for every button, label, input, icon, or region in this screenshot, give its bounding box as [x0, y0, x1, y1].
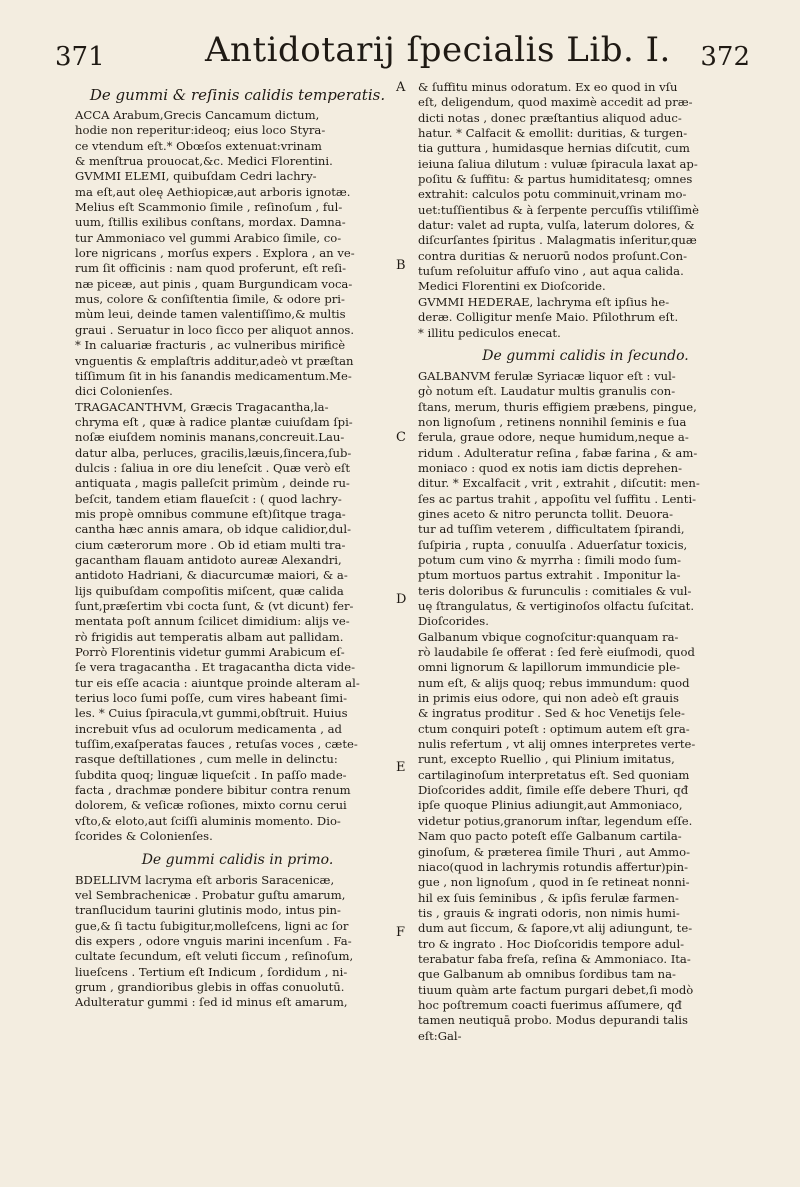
margin-letter-b: B	[396, 258, 406, 273]
text-line: terius loco ſumi poſſe, cum vires habeant ſimi-	[75, 691, 348, 706]
text-line: tis , grauis & ingrati odoris, non nimis humi-	[418, 905, 680, 920]
text-line: tia guttura , humidasque hernias diſcutit, cum	[418, 141, 690, 156]
paragraph-tragacanthum	[75, 400, 400, 845]
text-line: mentata poſt annum ſcilicet dimidium: alijs ve-	[75, 614, 350, 629]
text-line: dum aut ſiccum, & ſapore,vt alij adiungunt, te-	[418, 921, 693, 936]
text-line: nulis refertum , vt alij omnes interpretes verte-	[418, 737, 696, 752]
text-line: antiquata , magis palleſcit primùm , deinde ru-	[75, 476, 350, 491]
text-line: moniaco : quod ex notis iam dictis deprehen-	[418, 460, 683, 475]
margin-letter-c: C	[396, 430, 406, 445]
text-line: ditur. * Excalfacit , vrit , extrahit , diſcutit: men-	[418, 476, 700, 491]
text-line: non lignoſum , retinens nonnihil ſeminis e ſua	[418, 414, 687, 429]
text-line: gue , non lignoſum , quod in ſe retineat nonni-	[418, 875, 690, 890]
text-line: cantha hæc annis amara, ob idque calidior,dul-	[75, 522, 352, 537]
text-line: lijs quibuſdam compoſitis miſcent, quæ calida	[75, 583, 344, 598]
text-line: uum, ſtillis exilibus conſtans, mordax. Damna-	[75, 215, 346, 230]
text-line: beſcit, tandem etiam flaueſcit : ( quod lachry-	[75, 491, 342, 506]
text-line: facta , drachmæ pondere bibitur contra renum	[75, 783, 351, 798]
text-line: omni lignorum & lapillorum immundicie ple-	[418, 660, 681, 675]
text-line: næ piceæ, aut pinis , quam Burgundicam voca-	[75, 276, 353, 291]
text-line: ridum . Adulteratur reſina , fabæ farina , & am-	[418, 445, 698, 460]
text-line: vſto,& eloto,aut ſciſſi aluminis momento. Dio-	[75, 813, 341, 828]
text-line: eſt:Gal-	[418, 1028, 462, 1043]
text-line: Galbanum vbique cognoſcitur:quanquam ra-	[418, 629, 679, 644]
text-line: ipſe quoque Plinius adiungit,aut Ammoniaco,	[418, 798, 683, 813]
text-line: dolorem, & veſicæ roſiones, mixto cornu cerui	[75, 798, 347, 813]
margin-letter-e: E	[396, 760, 406, 775]
text-line: ſcorides & Colonienſes.	[75, 829, 213, 844]
text-line: gue,& ſi tactu ſubigitur,molleſcens, ligni ac ſor	[75, 918, 349, 933]
text-line: ſubdita quoq; linguæ liqueſcit . In paſſo made-	[75, 767, 347, 782]
running-header	[55, 30, 750, 80]
text-line: BDELLIVM lacryma eſt arboris Saracenicæ,	[75, 872, 335, 887]
text-line: Nam quo pacto poteſt eſſe Galbanum cartila-	[418, 829, 682, 844]
text-line: increbuit vſus ad oculorum medicamenta , ad	[75, 721, 342, 736]
text-line: & menſtrua prouocat,&c. Medici Florentini.	[75, 154, 333, 169]
section-heading-primo: De gummi calidis in primo.	[141, 851, 334, 868]
text-line: datur: valet ad rupta, vulſa, laterum dolores, &	[418, 218, 695, 233]
text-line: eſt, deligendum, quod maximè accedit ad præ-	[418, 95, 693, 110]
text-line: ce vtendum eſt.* Obœſos extenuat:vrinam	[75, 138, 322, 153]
text-line: ſuſpiria , rupta , conuulſa . Aduerſatur toxicis,	[418, 537, 688, 552]
text-line: ma eſt,aut oleę Aethiopicæ,aut arboris ignotæ.	[75, 184, 351, 199]
text-line: tiſſimum ſit in his ſanandis medicamentum.Me-	[75, 368, 352, 383]
running-title: Antidotarij ſpecialis Lib. I.	[205, 30, 671, 70]
text-line: gò notum eſt. Laudatur multis granulis con-	[418, 384, 676, 399]
text-line: vel Sembrachenicæ . Probatur guſtu amarum,	[75, 887, 346, 902]
text-line: uet:tuſſientibus & à ſerpente percuſſis vtiliſſimè	[418, 202, 699, 217]
text-line: runt, excepto Ruellio , qui Plinium imitatus,	[418, 752, 675, 767]
text-line: niaco(quod in lachrymis rotundis affertur)pin-	[418, 859, 689, 874]
text-line: ſtans, merum, thuris effigiem præbens, pingue,	[418, 399, 697, 414]
text-line: uę ſtrangulatus, & vertiginoſos olfactu ſuſcitat.	[418, 599, 695, 613]
text-line: tur Ammoniaco vel gummi Arabico ſimile, co-	[75, 230, 342, 245]
text-line: mùm leui, deinde tamen valentiſſimo,& multis	[75, 307, 346, 322]
text-line: gacantham flauam antidoto aureæ Alexandri,	[75, 552, 342, 567]
text-line: chryma eſt , quæ à radice plantæ cuiuſdam ſpi-	[75, 414, 353, 429]
page-number-left: 371	[55, 42, 105, 72]
text-line: antidoto Hadriani, & diacurcumæ maiori, & a-	[75, 568, 348, 583]
text-line: rò laudabile ſe offerat : ſed ferè eiuſmodi, quod	[418, 645, 695, 660]
text-line: datur alba, perluces, gracilis,læuis,ſincera,ſub-	[75, 445, 352, 460]
text-line: mis propè omnibus commune eſt)ſitque traga-	[75, 506, 346, 521]
paragraph-bdellium	[75, 873, 400, 1011]
text-line: cartilaginoſum interpretatus eſt. Sed quoniam	[418, 767, 690, 782]
right-column	[418, 80, 753, 1044]
text-line: ferula, graue odore, neque humidum,neque a-	[418, 430, 689, 445]
text-line: tur eis eſſe acacia : aiuntque proinde alteram al-	[75, 675, 360, 690]
text-line: Adulteratur gummi : ſed id minus eſt amarum,	[75, 995, 348, 1010]
margin-letter-d: D	[396, 592, 407, 607]
text-line: TRAGACANTHVM, Græcis Tragacantha,la-	[75, 399, 329, 414]
text-line: rum ſit officinis : nam quod proferunt, eſt reſi-	[75, 261, 347, 276]
paragraph-galbanum	[418, 369, 753, 1044]
text-line: hatur. * Calfacit & emollit: duritias, & turgen-	[418, 126, 688, 141]
text-line: * illitu pediculos enecat.	[418, 325, 561, 340]
text-line: Dioſcorides addit, ſimile eſſe debere Thuri, qđ	[418, 783, 689, 798]
text-line: rasque deſtillationes , cum melle in delinctu:	[75, 752, 338, 767]
text-line: dici Colonienſes.	[75, 384, 173, 399]
text-line: dulcis : ſaliua in ore diu leneſcit . Quæ verò eſt	[75, 460, 351, 475]
text-line: GVMMI HEDERAE, lachryma eſt ipſius he-	[418, 294, 670, 309]
text-line: tamen neutiquā probo. Modus depurandi talis	[418, 1013, 688, 1028]
text-line: extrahit: calculos potu comminuit,vrinam mo-	[418, 187, 687, 202]
text-line: hoc poſtremum coacti fuerimus aſſumere, qđ	[418, 997, 682, 1012]
text-line: ginoſum, & præterea ſimile Thuri , aut Ammo-	[418, 844, 690, 859]
page-number-right: 372	[700, 42, 750, 72]
margin-letter-a: A	[396, 80, 406, 95]
text-line: cultate ſecundum, eſt veluti ſiccum , reſinoſum,	[75, 949, 354, 964]
text-line: ſunt,præſertim vbi cocta ſunt, & (vt dicunt) fer-	[75, 599, 354, 613]
text-line: liueſcens . Tertium eſt Indicum , ſordidum , ni-	[75, 964, 348, 979]
text-line: rò frigidis aut temperatis albam aut pallidam.	[75, 629, 344, 644]
text-line: tiuum quàm arte factum purgari debet,ſi modò	[418, 982, 694, 997]
text-line: GVMMI ELEMI, quibuſdam Cedri lachry-	[75, 169, 317, 184]
text-line: in primis eius odore, qui non adeò eſt grauis	[418, 691, 679, 706]
text-line: lore nigricans , morſus expers . Explora , an ve-	[75, 246, 355, 261]
text-line: tuſum reſoluitur affuſo vino , aut aqua calida.	[418, 264, 684, 279]
text-line: tuſſim,exaſperatas fauces , retuſas voces , cæte-	[75, 737, 358, 752]
text-line: gines aceto & nitro peruncta tollit. Deuora-	[418, 506, 674, 521]
text-line: vnguentis & emplaſtris additur,adeò vt præſtan	[75, 353, 354, 368]
text-line: graui . Seruatur in loco ſicco per aliquot annos.	[75, 322, 355, 337]
paragraph-bdellium-cont	[418, 80, 753, 341]
text-line: Medici Florentini ex Dioſcoride.	[418, 279, 606, 294]
text-line: ſes ac partus trahit , appoſitu vel ſuffitu . Lenti-	[418, 491, 697, 506]
text-line: dicti notas , donec præſtantius aliquod aduc-	[418, 110, 682, 125]
text-line: terabatur faba freſa, reſina & Ammoniaco. Ita-	[418, 951, 691, 966]
section-heading-temperatis: De gummi & reſinis calidis temperatis.	[89, 86, 386, 104]
text-line: mus, colore & conſiſtentia ſimile, & odore pri-	[75, 292, 345, 307]
text-line: grum , grandioribus glebis in offas conuolutū.	[75, 979, 345, 994]
text-line: poſitu & ſuffitu: & partus humiditatesq; omnes	[418, 172, 693, 187]
text-line: videtur potius,granorum inſtar, legendum eſſe.	[418, 813, 693, 828]
text-line: dis expers , odore vnguis marini incenſum . Fa-	[75, 933, 352, 948]
text-line: & ingratus proditur . Sed & hoc Venetijs ſele-	[418, 706, 685, 721]
text-line: GALBANVM ferulæ Syriacæ liquor eſt : vul-	[418, 368, 676, 383]
text-line: ſe vera tragacantha . Et tragacantha dicta vide-	[75, 660, 355, 675]
text-line: Porrò Florentinis videtur gummi Arabicum eſ-	[75, 645, 345, 660]
text-line: cium cæterorum more . Ob id etiam multi tra-	[75, 537, 346, 552]
text-line: ptum mortuos partus extrahit . Imponitur la-	[418, 568, 681, 583]
text-line: * In caluariæ fracturis , ac vulneribus mirificè	[75, 338, 346, 353]
text-line: les. * Cuius ſpiracula,vt gummi,obſtruit. Huius	[75, 706, 348, 721]
text-line: num eſt, & alijs quoq; rebus immundum: quod	[418, 675, 690, 690]
text-line: que Galbanum ab omnibus ſordibus tam na-	[418, 967, 676, 982]
text-line: Dioſcorides.	[418, 614, 489, 629]
text-line: deræ. Colligitur menſe Maio. Pſilothrum eſt.	[418, 310, 679, 325]
text-line: ctum conquiri poteſt : optimum autem eſt gra-	[418, 721, 690, 736]
text-line: tur ad tuſſim veterem , difficultatem ſpirandi,	[418, 522, 685, 537]
text-line: tro & ingrato . Hoc Dioſcoridis tempore adul-	[418, 936, 685, 951]
text-line: teris doloribus & furunculis : comitiales & vul-	[418, 583, 692, 598]
text-line: & ſuffitu minus odoratum. Ex eo quod in vſu	[418, 80, 678, 94]
text-line: Melius eſt Scammonio ſimile , reſinoſum , ful-	[75, 200, 343, 215]
text-line: ieiuna ſaliua dilutum : vuluæ ſpiracula laxat ap-	[418, 156, 698, 171]
text-line: ACCA Arabum,Grecis Cancamum dictum,	[75, 108, 320, 122]
margin-letter-f: F	[396, 925, 406, 940]
section-heading-secundo: De gummi calidis in ſecundo.	[482, 347, 689, 364]
text-line: contra duritias & neruorū nodos proſunt.Con-	[418, 248, 688, 263]
text-line: hodie non reperitur:ideoq; eius loco Styra-	[75, 123, 326, 138]
text-line: tranſlucidum taurini glutinis modo, intus pin-	[75, 903, 341, 918]
text-line: hil ex ſuis ſeminibus , & ipſis ferulæ farmen-	[418, 890, 679, 905]
paragraph-lacca-elemi	[75, 108, 400, 400]
text-line: potum cum vino & myrrha : ſimili modo ſum-	[418, 552, 682, 567]
left-column	[75, 80, 400, 1011]
text-line: diſcurſantes ſpiritus . Malagmatis inſeritur,quæ	[418, 233, 697, 248]
text-line: noſæ eiuſdem nominis manans,concreuit.Lau-	[75, 430, 345, 445]
